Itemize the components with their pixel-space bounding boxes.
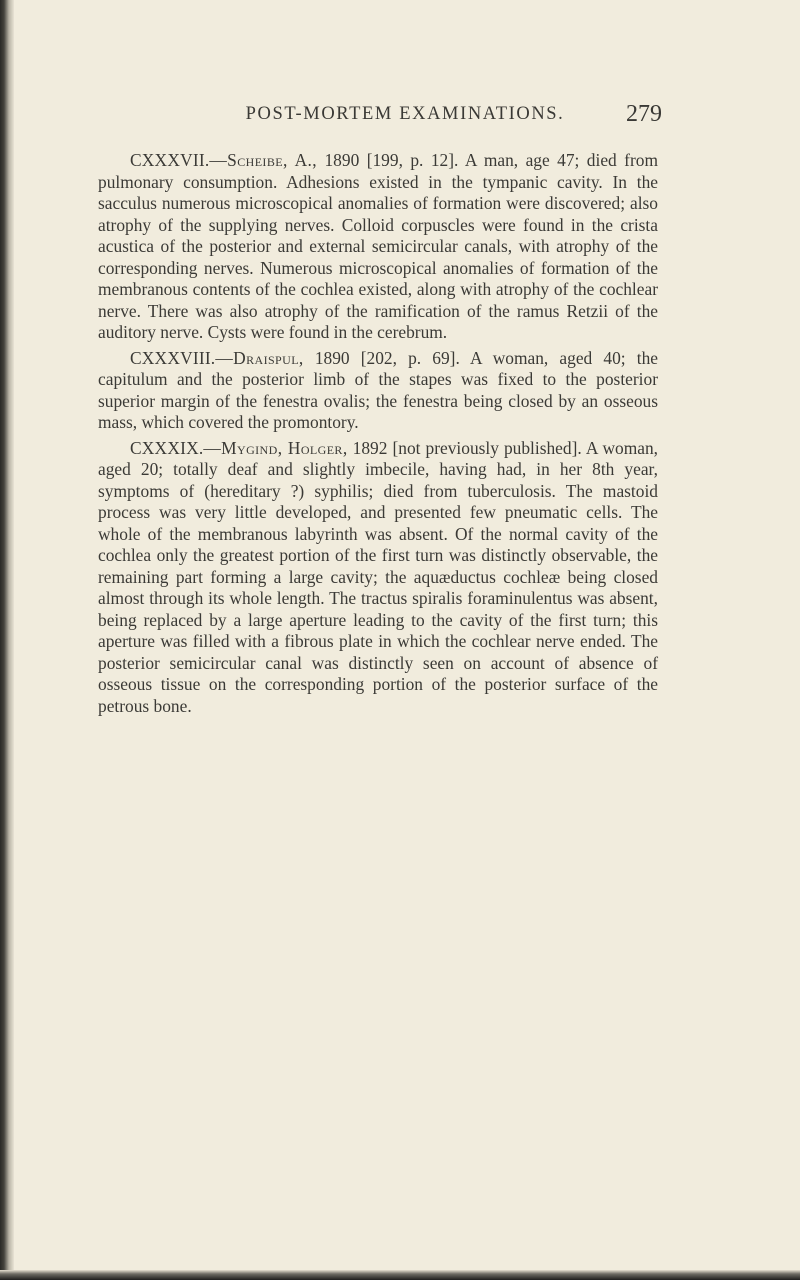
case-number: CXXXVII. bbox=[130, 150, 210, 170]
case-author: —Draispul, bbox=[215, 347, 304, 368]
case-text: 1890 [199, p. 12]. A man, age 47; died from pulmonary consumption. Adhesions existed in the tympanic cavity. In the sacculus numerous microscopical anomalies of formation were discovered; also atrophy of the supplying nerves. Colloid corpuscles were found in the crista acustica of the posterior and external semicircular canals, with atrophy of the corresponding nerves. Numerous microscopical anomalies of formation of the membranous contents of the cochlea existed, along with atrophy of the cochlear nerve. There was also atrophy of the ramification of the ramus Retzii of the auditory nerve. Cysts were found in the cerebrum. bbox=[98, 150, 658, 342]
case-author: —Scheibe, A., bbox=[209, 150, 318, 170]
body-text bbox=[98, 150, 658, 721]
case-text: 1892 [not previously published]. A woman, aged 20; totally deaf and slightly imbecile, having had, in her 8th year, symptoms of (hereditary ?) syphilis; died from tuberculosis. The mastoid process was very little developed, and presented few pneumatic cells. The whole of the membranous labyrinth was absent. Of the normal cavity of the cochlea only the greatest portion of the first turn was distinctly observable, the remaining part forming a large cavity; the aquæductus cochleæ being closed almost through its whole length. The tractus spiralis foraminulentus was absent, being replaced by a large aperture leading to the cavity of the first turn; this aperture was filled with a fibrous plate in which the cochlear nerve ended. The posterior semicircular canal was distinctly seen on account of absence of osseous tissue on the corresponding portion of the posterior surface of the petrous bone. bbox=[98, 437, 659, 716]
case-entry-cxxxviii bbox=[98, 348, 658, 434]
case-number: CXXXIX. bbox=[130, 437, 204, 458]
page-spine-shadow bbox=[0, 0, 14, 1280]
running-title: POST-MORTEM EXAMINATIONS. bbox=[245, 104, 565, 124]
page-number: 279 bbox=[626, 101, 662, 127]
case-entry-cxxxix bbox=[98, 438, 658, 718]
case-author: —Mygind, Holger, bbox=[203, 437, 348, 458]
case-text: 1890 [202, p. 69]. A woman, aged 40; the capitulum and the posterior limb of the stapes was fixed to the posterior superior margin of the fenestra ovalis; the fenestra being closed by an osseous mass, which covered the promontory. bbox=[98, 347, 658, 432]
case-entry-cxxxvii bbox=[98, 150, 658, 344]
case-number: CXXXVIII. bbox=[130, 347, 216, 368]
page-bottom-edge bbox=[0, 1270, 800, 1280]
